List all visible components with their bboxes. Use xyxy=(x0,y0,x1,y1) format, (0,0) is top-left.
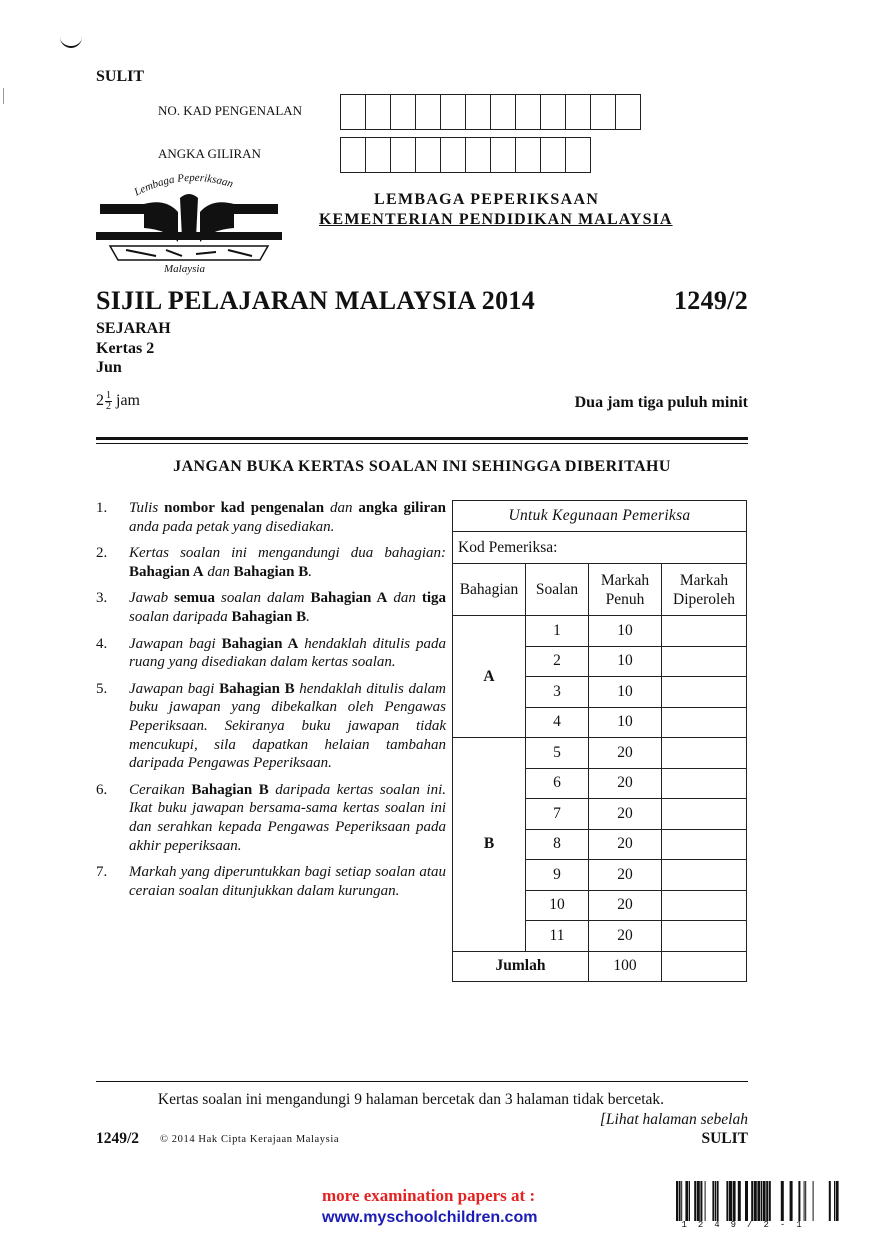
barcode-digit: 9 xyxy=(730,1220,737,1230)
col-diperoleh-line-1: Markah xyxy=(679,571,729,589)
instruction-number: 5. xyxy=(96,680,108,697)
question-number: 11 xyxy=(526,921,589,952)
obtained-mark-cell[interactable] xyxy=(662,677,747,708)
footer-copyright: © 2014 Hak Cipta Kerajaan Malaysia xyxy=(160,1134,340,1145)
barcode-bar xyxy=(829,1181,831,1221)
sulit-header: SULIT xyxy=(96,68,145,85)
total-obtained-cell[interactable] xyxy=(662,951,747,982)
full-mark: 10 xyxy=(589,707,662,738)
full-mark: 20 xyxy=(589,921,662,952)
instruction-italic: Jawapan bagi xyxy=(129,680,220,697)
instruction-italic: hendaklah ditulis dalam buku jawapan yang dibekalkan oleh Pengawas Peperiksaan. Sekiranya buku jawapan tidak mencukupi, sila dapatkan helaian tambahan daripada Pengawas Peperiksaan. xyxy=(129,680,446,772)
id-number-boxes[interactable] xyxy=(341,94,641,130)
barcode-bar xyxy=(804,1181,805,1221)
question-number: 5 xyxy=(526,738,589,769)
corner-mark xyxy=(60,36,82,48)
instruction-italic: . xyxy=(306,608,310,625)
instruction-item xyxy=(96,544,446,581)
section-b-cell: B xyxy=(453,738,526,952)
barcode-bar xyxy=(697,1181,700,1221)
instruction-item xyxy=(96,499,446,536)
agency-line-2: KEMENTERIAN PENDIDIKAN MALAYSIA xyxy=(319,211,673,228)
instruction-number: 2. xyxy=(96,545,108,562)
question-number: 3 xyxy=(526,677,589,708)
instruction-number: 6. xyxy=(96,781,108,798)
id-label: NO. KAD PENGENALAN xyxy=(158,103,303,118)
barcode-bar xyxy=(712,1181,714,1221)
barcode-digits xyxy=(676,1220,840,1230)
instruction-italic: dan xyxy=(203,563,234,580)
table-row xyxy=(453,738,747,769)
obtained-mark-cell[interactable] xyxy=(662,738,747,769)
barcode-digit: 2 xyxy=(763,1220,769,1230)
section-a-cell: A xyxy=(453,616,526,738)
instruction-italic: Jawapan bagi xyxy=(129,635,222,652)
instruction-bold: Bahagian B xyxy=(231,608,307,625)
question-number: 8 xyxy=(526,829,589,860)
angka-digit-box[interactable] xyxy=(490,137,516,173)
col-penuh-line-1: Markah xyxy=(600,571,650,589)
obtained-mark-cell[interactable] xyxy=(662,890,747,921)
logo-text-bottom: Malaysia xyxy=(164,263,205,275)
instruction-italic: dan xyxy=(324,500,359,516)
col-penuh-line-2: Penuh xyxy=(605,590,645,608)
instruction-italic: Kertas soalan ini mengandungi dua bahagian: xyxy=(129,545,446,562)
question-number: 2 xyxy=(526,646,589,677)
obtained-mark-cell[interactable] xyxy=(662,799,747,830)
instruction-italic: anda pada petak yang disediakan. xyxy=(129,518,335,535)
full-mark: 10 xyxy=(589,616,662,647)
exam-code: 1249/2 xyxy=(673,286,748,315)
id-digit-box[interactable] xyxy=(490,94,516,130)
barcode-bar xyxy=(751,1181,753,1221)
full-mark: 20 xyxy=(589,768,662,799)
barcode-bar xyxy=(781,1181,784,1221)
question-number: 9 xyxy=(526,860,589,891)
angka-digit-box[interactable] xyxy=(465,137,491,173)
instruction-text xyxy=(129,635,446,672)
barcode-bar xyxy=(681,1181,682,1221)
obtained-mark-cell[interactable] xyxy=(662,829,747,860)
question-number: 1 xyxy=(526,616,589,647)
instruction-italic: . xyxy=(308,563,312,580)
col-diperoleh-line-2: Diperoleh xyxy=(673,590,735,608)
instruction-text xyxy=(129,680,446,773)
id-digit-box[interactable] xyxy=(565,94,591,130)
full-mark: 20 xyxy=(589,860,662,891)
obtained-mark-cell[interactable] xyxy=(662,768,747,799)
divider-thick xyxy=(96,437,748,440)
id-digit-box[interactable] xyxy=(590,94,616,130)
instruction-number: 7. xyxy=(96,864,108,881)
promo-text: more examination papers at : xyxy=(322,1186,536,1205)
instruction-bold: Bahagian A xyxy=(129,563,204,580)
angka-digit-box[interactable] xyxy=(440,137,466,173)
barcode-bar xyxy=(798,1181,800,1221)
angka-digit-box[interactable] xyxy=(565,137,591,173)
angka-digit-box[interactable] xyxy=(515,137,541,173)
barcode-bar xyxy=(738,1181,741,1221)
exam-paper: Kertas 2 xyxy=(96,340,155,357)
instruction-number: 3. xyxy=(96,590,108,607)
instructions-list xyxy=(96,499,446,908)
angka-digit-box[interactable] xyxy=(365,137,391,173)
id-digit-box[interactable] xyxy=(415,94,441,130)
barcode-bar xyxy=(834,1181,835,1221)
angka-digit-box[interactable] xyxy=(340,137,366,173)
id-digit-box[interactable] xyxy=(365,94,391,130)
instruction-bold: semua xyxy=(174,590,215,607)
instruction-text xyxy=(129,499,446,536)
full-mark: 20 xyxy=(589,829,662,860)
svg-text:Lembaga Peperiksaan xyxy=(131,172,235,199)
barcode-bar xyxy=(763,1181,766,1221)
instruction-number: 1. xyxy=(96,500,108,516)
instruction-bold: Bahagian A xyxy=(310,590,388,607)
exam-month: Jun xyxy=(96,359,122,376)
total-label: Jumlah xyxy=(453,951,589,982)
obtained-mark-cell[interactable] xyxy=(662,707,747,738)
duration-words: Dua jam tiga puluh minit xyxy=(574,394,748,411)
angka-label: ANGKA GILIRAN xyxy=(158,146,261,161)
instruction-item xyxy=(96,635,446,672)
col-markah-diperoleh xyxy=(662,564,747,616)
barcode-bar xyxy=(676,1181,678,1221)
instruction-bold: nombor kad pengenalan xyxy=(164,500,325,516)
promo-url[interactable]: www.myschoolchildren.com xyxy=(322,1209,538,1226)
full-mark: 20 xyxy=(589,738,662,769)
margin-mark xyxy=(3,88,4,104)
instruction-text xyxy=(129,589,446,626)
exam-subject: SEJARAH xyxy=(96,320,171,337)
col-soalan: Soalan xyxy=(526,564,589,616)
instruction-text xyxy=(129,863,446,900)
question-number: 7 xyxy=(526,799,589,830)
full-mark: 10 xyxy=(589,646,662,677)
barcode-bar xyxy=(790,1181,793,1221)
instruction-italic: Tulis xyxy=(129,500,165,516)
barcode-bar xyxy=(726,1181,728,1221)
barcode-bar xyxy=(715,1181,716,1221)
instruction-item xyxy=(96,781,446,855)
duration-unit: jam xyxy=(116,392,140,410)
id-digit-box[interactable] xyxy=(540,94,566,130)
barcode-bar xyxy=(700,1181,702,1221)
barcode-digit: / xyxy=(747,1220,753,1230)
col-bahagian: Bahagian xyxy=(453,564,526,616)
id-digit-box[interactable] xyxy=(340,94,366,130)
barcode-bar xyxy=(757,1181,760,1221)
instruction-italic: Jawab xyxy=(129,590,175,607)
question-number: 10 xyxy=(526,890,589,921)
instruction-item xyxy=(96,589,446,626)
logo-text-top: Lembaga Peperiksaan xyxy=(132,171,235,199)
id-digit-box[interactable] xyxy=(465,94,491,130)
full-mark: 20 xyxy=(589,799,662,830)
angka-digit-box[interactable] xyxy=(390,137,416,173)
barcode-bar xyxy=(717,1181,719,1221)
instruction-number: 4. xyxy=(96,635,108,652)
instruction-bold: angka giliran xyxy=(358,500,447,516)
barcode-bar xyxy=(685,1181,688,1221)
instruction-italic: soalan dalam xyxy=(215,590,311,607)
question-number: 6 xyxy=(526,768,589,799)
footer-rule xyxy=(96,1081,748,1082)
lembaga-logo xyxy=(96,168,282,276)
instruction-italic: dan xyxy=(387,590,422,607)
id-digit-box[interactable] xyxy=(390,94,416,130)
duration-whole: 2 xyxy=(96,392,104,410)
instruction-italic: soalan daripada xyxy=(129,608,232,625)
barcode-bar xyxy=(733,1181,736,1221)
footer-sulit: SULIT xyxy=(701,1130,748,1147)
full-mark: 20 xyxy=(589,890,662,921)
instruction-bold: tiga xyxy=(421,590,446,607)
barcode-digit: - xyxy=(779,1220,786,1230)
barcode-bar xyxy=(679,1181,681,1221)
barcode-bar xyxy=(769,1181,771,1221)
id-digit-box[interactable] xyxy=(615,94,641,130)
instruction-item xyxy=(96,863,446,900)
barcode-digit: 1 xyxy=(681,1220,687,1230)
instruction-text xyxy=(129,781,446,855)
barcode-graphic xyxy=(676,1181,840,1221)
exam-title: SIJIL PELAJARAN MALAYSIA 2014 xyxy=(96,286,535,315)
divider-thin xyxy=(96,443,748,444)
instruction-bold: Bahagian B xyxy=(219,680,295,697)
table-title: Untuk Kegunaan Pemeriksa xyxy=(453,501,747,532)
instruction-italic: daripada kertas soalan ini. Ikat buku jawapan bersama-sama kertas soalan ini dan serahkan kepada Pengawas Peperiksaan pada akhir peperiksaan. xyxy=(129,781,446,854)
id-digit-box[interactable] xyxy=(515,94,541,130)
see-next-page: [Lihat halaman sebelah xyxy=(599,1111,748,1128)
instruction-italic: hendaklah ditulis pada ruang yang disediakan dalam kertas soalan. xyxy=(129,635,446,671)
col-markah-penuh xyxy=(589,564,662,616)
barcode-bar xyxy=(705,1181,706,1221)
footer-code: 1249/2 xyxy=(96,1130,140,1147)
barcode-bar xyxy=(745,1181,748,1221)
id-digit-box[interactable] xyxy=(440,94,466,130)
angka-digit-box[interactable] xyxy=(540,137,566,173)
obtained-mark-cell[interactable] xyxy=(662,860,747,891)
barcode-bar xyxy=(805,1181,806,1221)
duration-numerator: 1 xyxy=(106,390,111,401)
examiner-marks-table xyxy=(452,500,747,982)
barcode-digit: 1 xyxy=(796,1220,802,1230)
instruction-bold: Bahagian B xyxy=(191,781,269,798)
full-mark: 10 xyxy=(589,677,662,708)
angka-digit-box[interactable] xyxy=(415,137,441,173)
barcode-bar xyxy=(761,1181,762,1221)
page-count-note: Kertas soalan ini mengandungi 9 halaman bercetak dan 3 halaman tidak bercetak. xyxy=(157,1091,665,1108)
instruction-item xyxy=(96,680,446,773)
duration-denominator: 2 xyxy=(106,401,111,412)
barcode-bar xyxy=(766,1181,768,1221)
instruction-bold: Bahagian B xyxy=(233,563,309,580)
table-row xyxy=(453,616,747,647)
barcode-digit: 2 xyxy=(697,1220,704,1230)
kod-pemeriksa[interactable]: Kod Pemeriksa: xyxy=(453,532,747,564)
barcode-bar xyxy=(689,1181,690,1221)
instruction-bold: Bahagian A xyxy=(221,635,299,652)
instruction-italic: Ceraikan xyxy=(129,781,192,798)
angka-giliran-boxes[interactable] xyxy=(341,137,591,173)
instruction-text xyxy=(129,544,446,581)
warning-banner: JANGAN BUKA KERTAS SOALAN INI SEHINGGA DIBERITAHU xyxy=(173,458,671,475)
duration-fraction xyxy=(96,391,140,412)
barcode-digit: 4 xyxy=(714,1220,720,1230)
barcode-bar xyxy=(836,1181,839,1221)
obtained-mark-cell[interactable] xyxy=(662,921,747,952)
agency-line-1: LEMBAGA PEPERIKSAAN xyxy=(374,191,600,208)
question-number: 4 xyxy=(526,707,589,738)
barcode-bar xyxy=(694,1181,696,1221)
obtained-mark-cell[interactable] xyxy=(662,646,747,677)
total-value: 100 xyxy=(589,951,662,982)
barcode-bar xyxy=(754,1181,757,1221)
barcode-bar xyxy=(813,1181,814,1221)
barcode-bar xyxy=(729,1181,732,1221)
obtained-mark-cell[interactable] xyxy=(662,616,747,647)
instruction-italic: Markah yang diperuntukkan bagi setiap soalan atau ceraian soalan ditunjukkan dalam kurungan. xyxy=(129,864,446,899)
